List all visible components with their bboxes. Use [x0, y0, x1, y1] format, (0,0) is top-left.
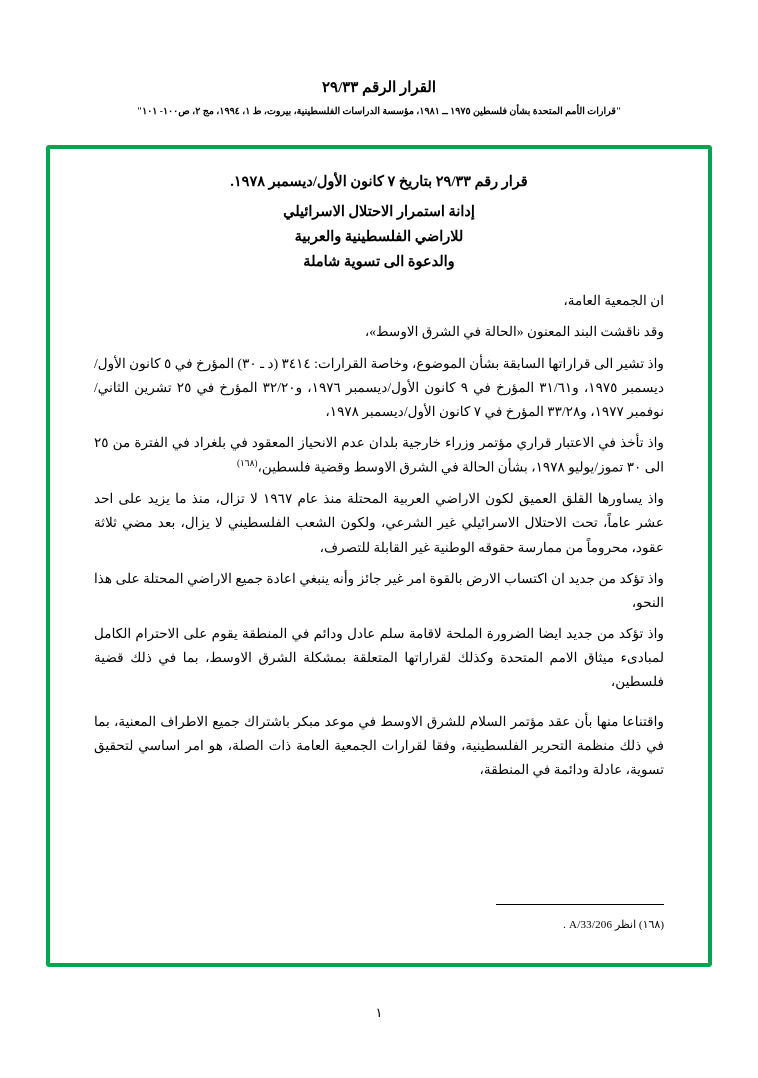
page-number: ١	[375, 1005, 383, 1020]
paragraph-6: واذ تؤكد من جديد ايضا الضرورة الملحة لاقامة سلم عادل ودائم في المنطقة يقوم على الاحترام الكامل لمبادىء ميثاق الامم المتحدة وكذلك لقراراتها المتعلقة بمشكلة الشرق الاوسط، بما في ذلك قضية فلسطين،	[94, 626, 664, 690]
footnote-reference: A/33/206 .	[563, 918, 613, 931]
heading-line-2: للاراضي الفلسطينية والعربية	[294, 229, 464, 246]
paragraph-0: ان الجمعية العامة،	[563, 293, 664, 309]
resolution-line: قرار رقم ٢٩/٣٣ بتاريخ ٧ كانون الأول/ديسمبر ١٩٧٨.	[230, 174, 528, 190]
document-header	[0, 78, 758, 117]
resolution-heading	[94, 200, 664, 275]
paragraph-7: واقتناعا منها بأن عقد مؤتمر السلام للشرق الاوسط في موعد مبكر باشتراك جميع الاطراف المعنية، بما في ذلك منظمة التحرير الفلسطينية، وفقا لقرارات الجمعية العامة ذات الصلة، هو امر اساسي لتحقيق تسوية، عادلة ودائمة في المنطقة،	[94, 713, 664, 778]
paragraph-1: وقد ناقشت البند المعنون «الحالة في الشرق الاوسط»،	[364, 324, 664, 340]
source-citation: "قرارات الأمم المتحدة بشأن فلسطين ١٩٧٥ ــ ١٩٨١، مؤسسة الدراسات الفلسطينية، بيروت، ط ١، ١٩٩٤، مج ٢، ص١٠٠- ١٠١"	[136, 107, 622, 117]
heading-line-1: إدانة استمرار الاحتلال الاسرائيلي	[283, 204, 475, 221]
heading-line-3: والدعوة الى تسوية شاملة	[303, 254, 455, 271]
footnote-text: انظر	[614, 918, 637, 931]
footnote-marker: (١٦٨)	[638, 918, 664, 931]
footnote	[563, 918, 664, 933]
paragraph-2: واذ تشير الى قراراتها السابقة بشأن الموضوع، وخاصة القرارات: ٣٤١٤ (د ـ ٣٠) المؤرخ في ٥ كانون الأول/ديسمبر ١٩٧٥، و٣١/٦١ المؤرخ في ٩ كانون الأول/ديسمبر ١٩٧٦، و٣٢/٢٠ المؤرخ في ٢٥ تشرين الثاني/نوفمبر ١٩٧٧، و٣٣/٢٨ المؤرخ في ٧ كانون الأول/ديسمبر ١٩٧٨،	[94, 355, 664, 420]
footnote-superscript: (١٦٨)	[236, 458, 258, 469]
paragraph-spacer	[94, 702, 664, 710]
document-body	[94, 171, 664, 789]
paragraph-3	[94, 431, 664, 480]
paragraph-3-text: واذ تأخذ في الاعتبار قراري مؤتمر وزراء خارجية بلدان عدم الانحياز المعقود في بلغراد في الفترة من ٢٥ الى ٣٠ تموز/يوليو ١٩٧٨، بشأن الحالة في الشرق الاوسط وقضية فلسطين،	[94, 435, 664, 475]
green-border-frame	[46, 145, 712, 967]
page-title: القرار الرقم ٢٩/٣٣	[321, 80, 437, 96]
footnote-separator	[496, 904, 664, 905]
paragraph-5: واذ تؤكد من جديد ان اكتساب الارض بالقوة امر غير جائز وأنه ينبغي اعادة جميع الاراضي المحتلة على هذا النحو،	[94, 570, 664, 610]
paragraph-4: واذ يساورها القلق العميق لكون الاراضي العربية المحتلة منذ عام ١٩٦٧ لا تزال، منذ ما يزيد على احد عشر عاماً، تحت الاحتلال الاسرائيلي غير الشرعي، ولكون الشعب الفلسطيني لا يزال، بعد مضي ثلاثة عقود، محروماً من ممارسة حقوقه الوطنية غير القابلة للتصرف،	[94, 491, 664, 555]
